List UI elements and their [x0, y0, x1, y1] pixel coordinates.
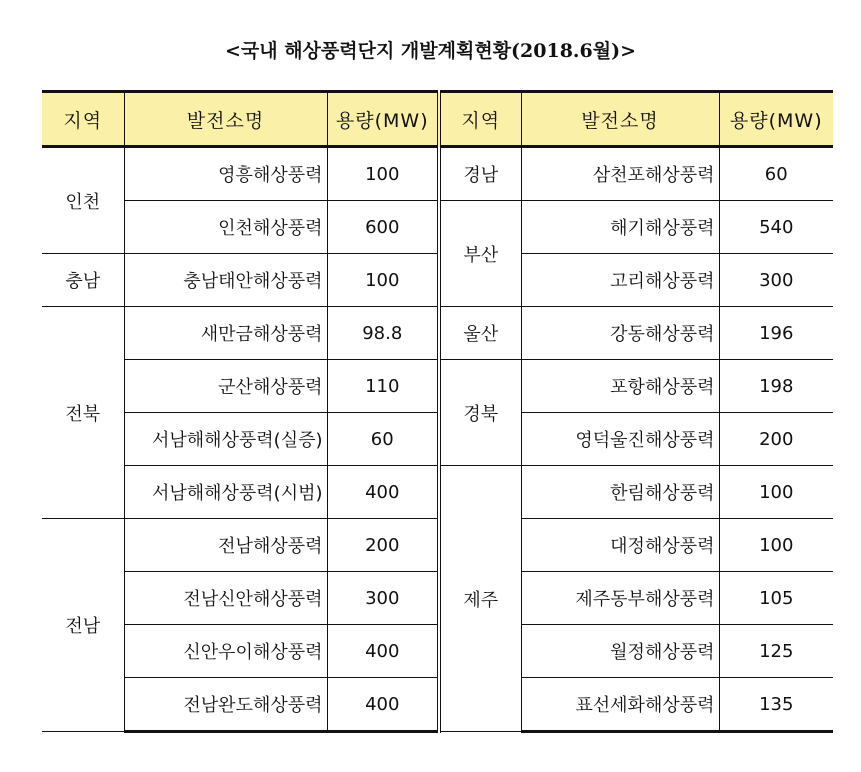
- plant-cell: 표선세화해상풍력: [521, 678, 719, 732]
- capacity-cell: 100: [327, 254, 439, 307]
- capacity-cell: 60: [327, 413, 439, 466]
- plant-cell: 서남해해상풍력(실증): [124, 413, 327, 466]
- header-region-right: 지역: [439, 92, 521, 147]
- capacity-cell: 600: [327, 201, 439, 254]
- table-row: [42, 147, 833, 201]
- header-capacity-left: 용량(MW): [327, 92, 439, 147]
- region-cell: 제주: [439, 466, 521, 732]
- capacity-cell: 200: [327, 519, 439, 572]
- table-row: [42, 360, 833, 413]
- region-cell: 부산: [439, 201, 521, 307]
- capacity-cell: 125: [719, 625, 833, 678]
- region-cell: 전남: [42, 519, 124, 732]
- plant-cell: 강동해상풍력: [521, 307, 719, 360]
- header-plant-left: 발전소명: [124, 92, 327, 147]
- capacity-cell: 300: [719, 254, 833, 307]
- plant-cell: 전남해상풍력: [124, 519, 327, 572]
- plant-cell: 대정해상풍력: [521, 519, 719, 572]
- table-row: [42, 466, 833, 519]
- wind-farm-table: [42, 90, 833, 733]
- header-plant-right: 발전소명: [521, 92, 719, 147]
- plant-cell: 고리해상풍력: [521, 254, 719, 307]
- plant-cell: 제주동부해상풍력: [521, 572, 719, 625]
- region-cell: 울산: [439, 307, 521, 360]
- region-cell: 전북: [42, 307, 124, 519]
- table-row: [42, 625, 833, 678]
- capacity-cell: 100: [327, 147, 439, 201]
- plant-cell: 월정해상풍력: [521, 625, 719, 678]
- region-cell: 경남: [439, 147, 521, 201]
- plant-cell: 충남태안해상풍력: [124, 254, 327, 307]
- header-capacity-right: 용량(MW): [719, 92, 833, 147]
- capacity-cell: 110: [327, 360, 439, 413]
- plant-cell: 영흥해상풍력: [124, 147, 327, 201]
- region-cell: 충남: [42, 254, 124, 307]
- plant-cell: 새만금해상풍력: [124, 307, 327, 360]
- plant-cell: 전남완도해상풍력: [124, 678, 327, 732]
- capacity-cell: 100: [719, 466, 833, 519]
- table-row: [42, 413, 833, 466]
- plant-cell: 영덕울진해상풍력: [521, 413, 719, 466]
- header-row: [42, 92, 833, 147]
- plant-cell: 한림해상풍력: [521, 466, 719, 519]
- table-row: [42, 307, 833, 360]
- capacity-cell: 60: [719, 147, 833, 201]
- region-cell: 인천: [42, 147, 124, 254]
- plant-cell: 군산해상풍력: [124, 360, 327, 413]
- header-region-left: 지역: [42, 92, 124, 147]
- table-row: [42, 519, 833, 572]
- plant-cell: 삼천포해상풍력: [521, 147, 719, 201]
- capacity-cell: 300: [327, 572, 439, 625]
- plant-cell: 전남신안해상풍력: [124, 572, 327, 625]
- capacity-cell: 100: [719, 519, 833, 572]
- region-cell: 경북: [439, 360, 521, 466]
- plant-cell: 인천해상풍력: [124, 201, 327, 254]
- plant-cell: 포항해상풍력: [521, 360, 719, 413]
- plant-cell: 신안우이해상풍력: [124, 625, 327, 678]
- capacity-cell: 400: [327, 678, 439, 732]
- capacity-cell: 135: [719, 678, 833, 732]
- table-row: [42, 254, 833, 307]
- capacity-cell: 540: [719, 201, 833, 254]
- table-row: [42, 572, 833, 625]
- capacity-cell: 400: [327, 625, 439, 678]
- capacity-cell: 196: [719, 307, 833, 360]
- plant-cell: 서남해해상풍력(시범): [124, 466, 327, 519]
- capacity-cell: 200: [719, 413, 833, 466]
- table-row: [42, 678, 833, 732]
- capacity-cell: 105: [719, 572, 833, 625]
- page-title: <국내 해상풍력단지 개발계획현황(2018.6월)>: [224, 40, 637, 62]
- table-row: [42, 201, 833, 254]
- capacity-cell: 400: [327, 466, 439, 519]
- capacity-cell: 198: [719, 360, 833, 413]
- plant-cell: 해기해상풍력: [521, 201, 719, 254]
- capacity-cell: 98.8: [327, 307, 439, 360]
